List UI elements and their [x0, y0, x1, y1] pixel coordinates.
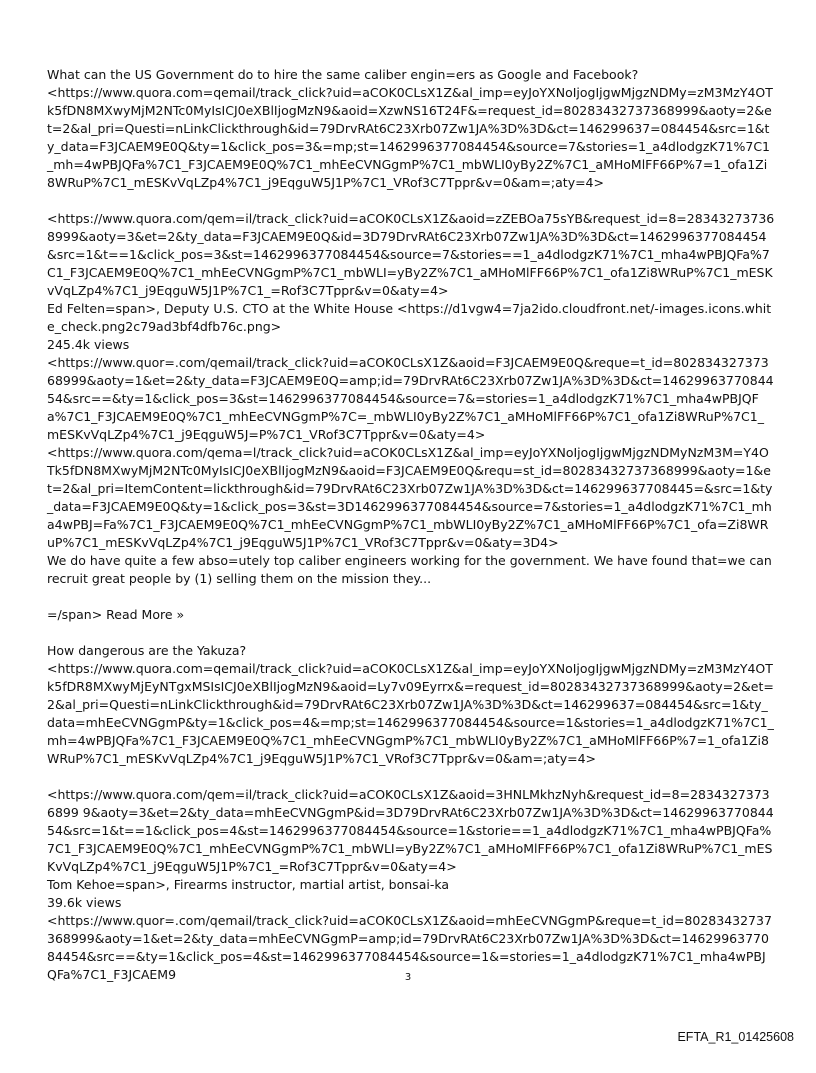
- answer-excerpt: We do have quite a few abso=utely top caliber engineers working for the government. We have found that=we can recruit great people by (1) selling them on the mission they...: [47, 553, 772, 586]
- question-block-1: [47, 66, 775, 192]
- tracking-link[interactable]: <https://www.quora.com/qem=il/track_click?uid=aCOK0CLsX1Z&aoid=zZEBOa75sYB&request_id=8=283432737368999&aoty=3&et=2&ty_data=F3JCAEM9E0Q&id=3D79DrvRAt6C23Xrb07Zw1JA%3D%3D&ct=1462996377084454&src=1&t==1&click_pos=3&st=1462996377084454&source=7&stories==1_a4dlodgzK71%7C1_mha4wPBJQFa%7C1_F3JCAEM9E0Q%7C1_mhEeCVNGgmP%7C1_mbWLI=yBy2Z%7C1_aMHoMlFF66P%7C1_ofa1Zi8WRuP%7C1_mESKvVqLZp4%7C1_j9EqguW5J1P%7C1_=Rof3C7Tppr&v=0&aty=4>: [47, 211, 775, 298]
- answer-block-2: [47, 786, 775, 984]
- read-more-block: [47, 606, 775, 624]
- document-body: [47, 66, 775, 984]
- read-more-link[interactable]: =/span> Read More »: [47, 607, 185, 622]
- question-title: How dangerous are the Yakuza?: [47, 643, 247, 658]
- author-line: Ed Felten=span>, Deputy U.S. CTO at the White House <https://d1vgw4=7ja2ido.cloudfront.net/-images.icons.white_check.png2c79ad3bf4dfb76c.png>: [47, 301, 772, 334]
- tracking-link[interactable]: <https://www.quor=.com/qemail/track_click?uid=aCOK0CLsX1Z&aoid=mhEeCVNGgmP&reque=t_id=80283432737368999&aoty=1&et=2&ty_data=mhEeCVNGgmP=amp;id=79DrvRAt6C23Xrb07Zw1JA%3D%3D&ct=1462996377084454&src==&ty=1&click_pos=4&st=1462996377084454&source=1&=stories=1_a4dlodgzK71%7C1_mha4wPBJQFa%7C1_F3JCAEM9: [47, 913, 772, 982]
- tracking-link[interactable]: <https://www.quora.com/qema=l/track_click?uid=aCOK0CLsX1Z&al_imp=eyJoYXNoIjogIjgwMjgzNDMyNzM3M=Y4OTk5fDN8MXwyMjM2NTc0MyIsICJ0eXBlIjogMzN9&aoid=F3JCAEM9E0Q&requ=st_id=80283432737368999&aoty=1&et=2&al_pri=ItemContent=lickthrough&id=79DrvRAt6C23Xrb07Zw1JA%3D%3D&ct=146299637708445=&src=1&ty_data=F3JCAEM9E0Q&ty=1&click_pos=3&st=3D1462996377084454&source=7&stories=1_a4dlodgzK71%7C1_mha4wPBJ=Fa%7C1_F3JCAEM9E0Q%7C1_mhEeCVNGgmP%7C1_mbWLI0yBy2Z%7C1_aMHoMlFF66P%7C1_ofa=Zi8WRuP%7C1_mESKvVqLZp4%7C1_j9EqguW5J1P%7C1_VRof3C7Tppr&v=0&aty=3D4>: [47, 445, 773, 550]
- page-number: 3: [404, 972, 412, 983]
- document-id: EFTA_R1_01425608: [677, 1030, 794, 1044]
- tracking-link[interactable]: <https://www.quora.com/qem=il/track_click?uid=aCOK0CLsX1Z&aoid=3HNLMkhzNyh&request_id=8=28343273736899 9&aoty=3&et=2&ty_data=mhEeCVNGgmP&id=3D79DrvRAt6C23Xrb07Zw1JA%3D%3D&ct=1462996377084454&src=1&t==1&click_pos=4&st=1462996377084454&source=1&storie==1_a4dlodgzK71%7C1_mha4wPBJQFa%7C1_F3JCAEM9E0Q%7C1_mhEeCVNGgmP%7C1_mbWLI=yBy2Z%7C1_aMHoMlFF66P%7C1_ofa1Zi8WRuP%7C1_mESKvVqLZp4%7C1_j9EqguW5J1P%7C1_=Rof3C7Tppr&v=0&aty=4>: [47, 787, 774, 874]
- tracking-link[interactable]: <https://www.quora.com=qemail/track_click?uid=aCOK0CLsX1Z&al_imp=eyJoYXNoIjogIjgwMjgzNDMy=zM3MzY4OTk5fDR8MXwyMjEyNTgxMSIsICJ0eXBlIjogMzN9&aoid=Ly7v09Eyrrx&=request_id=80283432737368999&aoty=2&et=2&al_pri=Questi=nLinkClickthrough&id=79DrvRAt6C23Xrb07Zw1JA%3D%3D&ct=146299637=084454&src=1&ty_data=mhEeCVNGgmP&ty=1&click_pos=4&=mp;st=1462996377084454&source=1&stories=1_a4dlodgzK71%7C1_mh=4wPBJQFa%7C1_F3JCAEM9E0Q%7C1_mhEeCVNGgmP%7C1_mbWLI0yBy2Z%7C1_aMHoMlFF66P%7=1_ofa1Zi8WRuP%7C1_mESKvVqLZp4%7C1_j9EqguW5J1P%7C1_VRof3C7Tppr&v=0&am=;aty=4>: [47, 661, 774, 766]
- view-count: 39.6k views: [47, 895, 122, 910]
- tracking-link[interactable]: <https://www.quor=.com/qemail/track_click?uid=aCOK0CLsX1Z&aoid=F3JCAEM9E0Q&reque=t_id=80283432737368999&aoty=1&et=2&ty_data=F3JCAEM9E0Q=amp;id=79DrvRAt6C23Xrb07Zw1JA%3D%3D&ct=1462996377084454&src==&ty=1&click_pos=3&st=1462996377084454&source=7&=stories=1_a4dlodgzK71%7C1_mha4wPBJQFa%7C1_F3JCAEM9E0Q%7C1_mhEeCVNGgmP%7C=_mbWLI0yBy2Z%7C1_aMHoMlFF66P%7C1_ofa1Zi8WRuP%7C1_mESKvVqLZp4%7C1_j9EqguW5J=P%7C1_VRof3C7Tppr&v=0&aty=4>: [47, 355, 774, 442]
- tracking-link[interactable]: <https://www.quora.com=qemail/track_click?uid=aCOK0CLsX1Z&al_imp=eyJoYXNoIjogIjgwMjgzNDMy=zM3MzY4OTk5fDN8MXwyMjM2NTc0MyIsICJ0eXBlIjogMzN9&aoid=XzwNS16T24F&=request_id=80283432737368999&aoty=2&et=2&al_pri=Questi=nLinkClickthrough&id=79DrvRAt6C23Xrb07Zw1JA%3D%3D&ct=146299637=084454&src=1&ty_data=F3JCAEM9E0Q&ty=1&click_pos=3&=mp;st=1462996377084454&source=7&stories=1_a4dlodgzK71%7C1_mh=4wPBJQFa%7C1_F3JCAEM9E0Q%7C1_mhEeCVNGgmP%7C1_mbWLI0yBy2Z%7C1_aMHoMlFF66P%7=1_ofa1Zi8WRuP%7C1_mESKvVqLZp4%7C1_j9EqguW5J1P%7C1_VRof3C7Tppr&v=0&am=;aty=4>: [47, 85, 773, 190]
- question-block-2: [47, 642, 775, 768]
- question-title: What can the US Government do to hire the same caliber engin=ers as Google and Facebook?: [47, 67, 639, 82]
- view-count: 245.4k views: [47, 337, 130, 352]
- author-line: Tom Kehoe=span>, Firearms instructor, martial artist, bonsai-ka: [47, 877, 450, 892]
- answer-block-1: [47, 210, 775, 588]
